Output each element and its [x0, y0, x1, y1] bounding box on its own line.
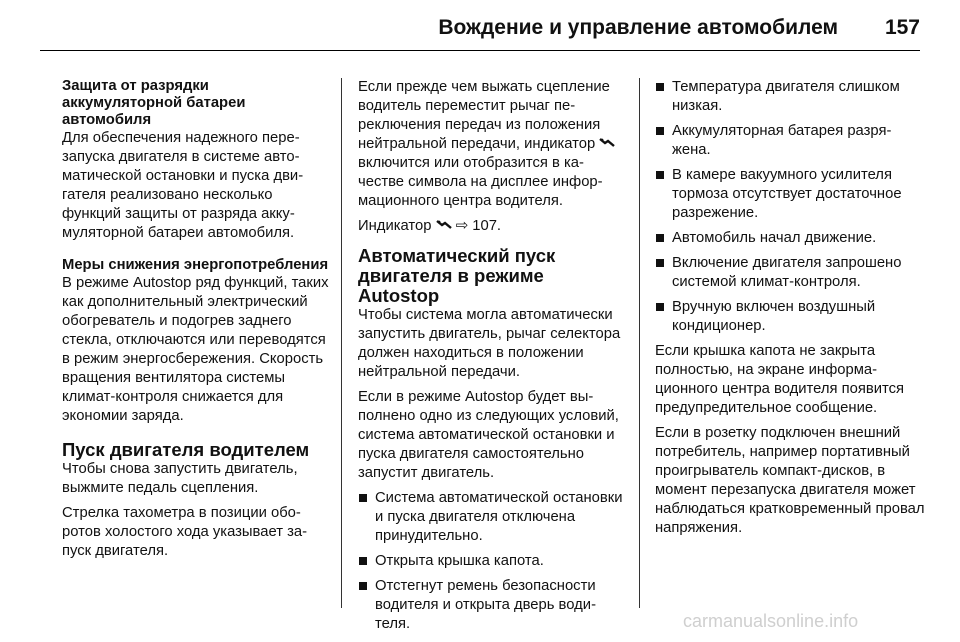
paragraph: Чтобы система могла автоматически запустить двигатель, рычаг селектора должен находиться в положении нейтральной передачи. [358, 307, 621, 380]
list-item: Вручную включен воздушный кондиционер. [655, 298, 925, 336]
paragraph: В режиме Autostop ряд функций, таких как дополнительный электрический обогреватель и подогрев заднего стекла, отключаются или переводятся в режим энергосбережения. Скорость вращения вентилятора системы климат-контроля снижается для экономии заряда. [62, 275, 329, 424]
paragraph: Чтобы снова запустить двигатель, выжмите педаль сцепления. [62, 461, 298, 496]
column-divider [341, 78, 342, 608]
list-item: Открыта крышка капота. [358, 552, 624, 571]
list-item: Отстегнут ремень безопасности водителя и открыта дверь водителя. [358, 577, 624, 634]
autostop-indicator-icon [599, 136, 615, 152]
paragraph: Если в режиме Autostop будет выполнено одно из следующих условий, система автоматической остановки и пуска двигателя самостоятельно запустит двигатель. [358, 389, 619, 481]
list-item: Система автоматической остановки и пуска двигателя отключена принудительно. [358, 489, 624, 546]
page-number: 157 [884, 16, 920, 39]
section-heading: Меры снижения энергопотребления [62, 257, 329, 273]
list-item: Автомобиль начал движение. [655, 229, 925, 248]
section-heading: Защита от разрядки аккумуляторной батареи автомобиля [62, 78, 246, 128]
list-item: Температура двигателя слишком низкая. [655, 78, 925, 116]
column-3 [655, 78, 925, 608]
paragraph-text: включится или отобразится в качестве символа на дисплее информационного центра водителя. [358, 155, 603, 209]
watermark: carmanualsonline.info [683, 611, 859, 631]
column-2 [358, 78, 624, 632]
column-1 [62, 78, 330, 608]
paragraph: Если в розетку подключен внешний потребитель, например портативный проигрыватель компакт-дисков, в момент перезапуска двигателя может наблюдаться кратковременный провал напряжения. [655, 425, 925, 536]
list-item: Включение двигателя запрошено системой климат-контроля. [655, 254, 925, 292]
paragraph [358, 78, 624, 211]
list-item: Аккумуляторная батарея разряжена. [655, 122, 925, 160]
page-reference[interactable]: ⇨ 107. [455, 218, 502, 234]
autostop-indicator-icon [436, 218, 456, 234]
list-item: В камере вакуумного усилителя тормоза отсутствует достаточное разрежение. [655, 166, 925, 223]
section-heading: Пуск двигателя водителем [62, 439, 310, 460]
paragraph-text: Если прежде чем выжать сцепление водитель переместит рычаг переключения передач из положения нейтральной передачи, индикатор [358, 79, 610, 152]
paragraph: Для обеспечения надежного перезапуска двигателя в системе автоматической остановки и пуска двигателя реализовано несколько функций защиты от разряда аккумуляторной батареи автомобиля. [62, 130, 304, 241]
paragraph [358, 217, 624, 236]
paragraph: Если крышка капота не закрыта полностью, на экране информационного центра водителя появится предупредительное сообщение. [655, 343, 905, 416]
header-rule [40, 50, 920, 51]
bullet-list [655, 78, 925, 336]
column-divider [639, 78, 640, 608]
section-heading: Автоматический пуск двигателя в режиме Autostop [358, 245, 556, 306]
paragraph: Стрелка тахометра в позиции оборотов холостого хода указывает запуск двигателя. [62, 505, 308, 559]
paragraph-text: Индикатор [358, 218, 432, 234]
bullet-list [358, 489, 624, 634]
page-header-title: Вождение и управление автомобилем [438, 16, 838, 39]
